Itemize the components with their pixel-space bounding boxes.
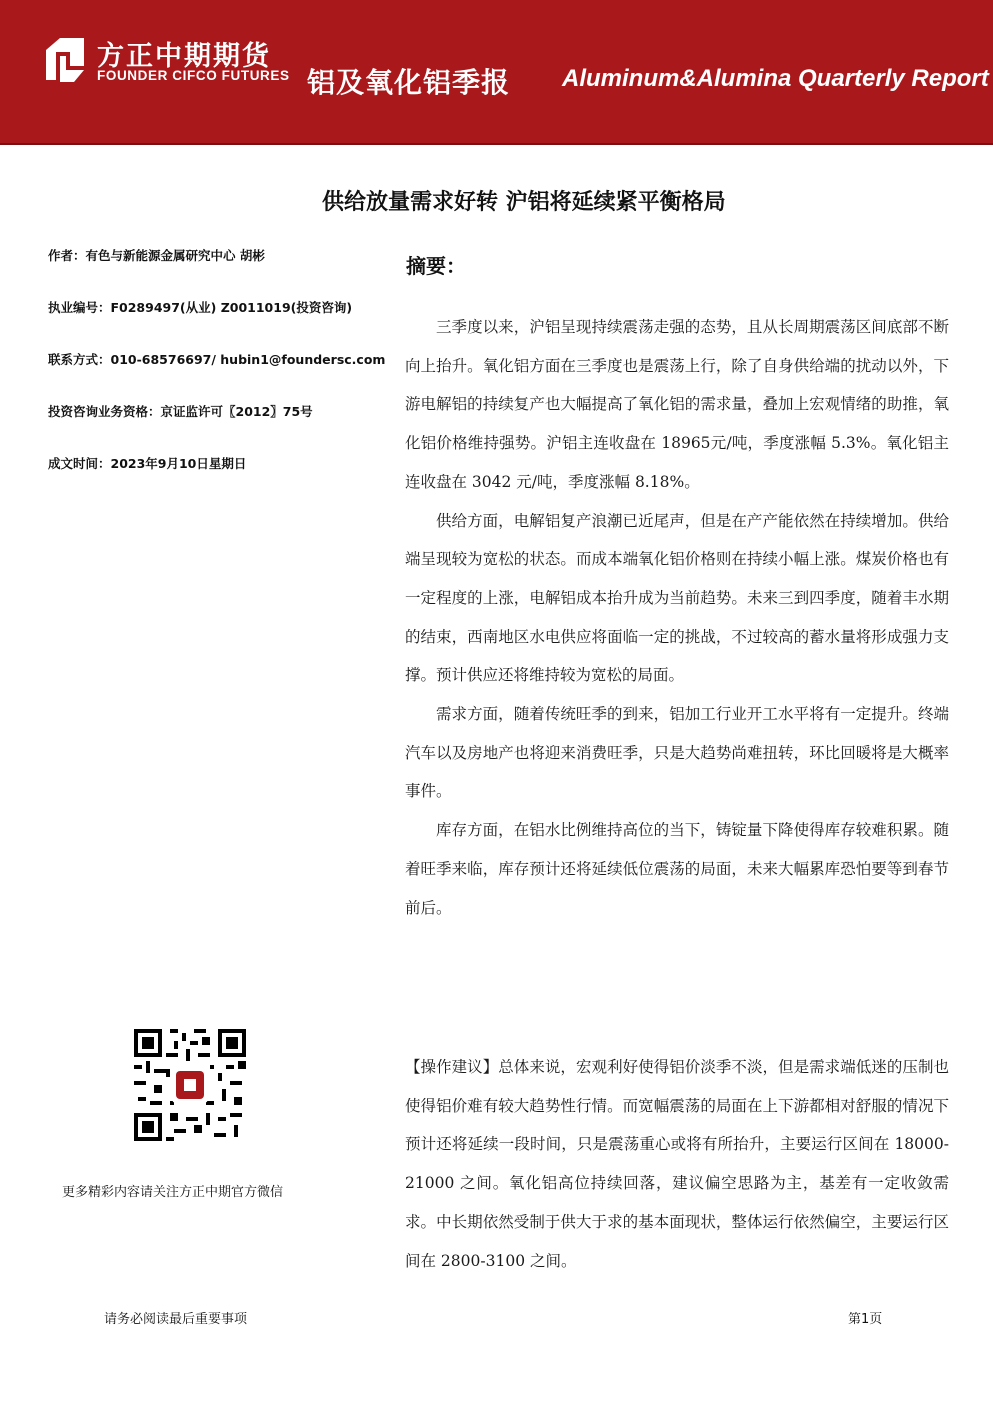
report-type-en: Aluminum&Alumina Quarterly Report: [562, 65, 989, 92]
advice-paragraph: 【操作建议】总体来说，宏观利好使得铝价淡季不淡，但是需求端低迷的压制也使得铝价难有较大趋势性行情。而宽幅震荡的局面在上下游都相对舒服的情况下预计还将延续一段时间，只是震荡重心或将有所抬升，主要运行区间在 18000-21000 之间。氧化铝高位持续回落，建议偏空思路为主，基差有一定收敛需求。中长期依然受制于供大于求的基本面现状，整体运行依然偏空，主要运行区间在 2800-3100 之间。: [405, 1058, 949, 1270]
summary-heading: 摘要：: [406, 254, 466, 278]
license-line: 执业编号：F0289497(从业) Z0011019(投资咨询): [48, 300, 353, 315]
author-line: 作者：有色与新能源金属研究中心 胡彬: [48, 248, 265, 263]
summary-paragraph: 三季度以来，沪铝呈现持续震荡走强的态势，且从长周期震荡区间底部不断向上抬升。氧化铝方面在三季度也是震荡上行，除了自身供给端的扰动以外，下游电解铝的持续复产也大幅提高了氧化铝的需求量，叠加上宏观情绪的助推，氧化铝价格维持强势。沪铝主连收盘在 18965元/吨，季度涨幅 5.3%。氧化铝主连收盘在 3042 元/吨，季度涨幅 8.18%。: [405, 318, 949, 491]
operation-advice: [405, 1048, 949, 1280]
wechat-qr-code-icon: [134, 1029, 246, 1141]
report-title: 供给放量需求好转 沪铝将延续紧平衡格局: [322, 189, 726, 215]
qualification-line: 投资咨询业务资格：京证监许可〖2012〗75号: [48, 404, 313, 419]
summary-body: [405, 308, 949, 927]
page-number: 第1页: [848, 1312, 883, 1327]
qr-caption: 更多精彩内容请关注方正中期官方微信: [62, 1185, 284, 1200]
footer-notice: 请务必阅读最后重要事项: [104, 1312, 248, 1327]
contact-line: 联系方式：010-68576697/ hubin1@foundersc.com: [48, 352, 386, 367]
summary-paragraph: 库存方面，在铝水比例维持高位的当下，铸锭量下降使得库存较难积累。随着旺季来临，库存预计还将延续低位震荡的局面，未来大幅累库恐怕要等到春节前后。: [405, 821, 949, 917]
summary-paragraph: 供给方面，电解铝复产浪潮已近尾声，但是在产产能依然在持续增加。供给端呈现较为宽松的状态。而成本端氧化铝价格则在持续小幅上涨。煤炭价格也有一定程度的上涨，电解铝成本抬升成为当前趋势。未来三到四季度，随着丰水期的结束，西南地区水电供应将面临一定的挑战，不过较高的蓄水量将形成强力支撑。预计供应还将维持较为宽松的局面。: [405, 511, 949, 685]
date-line: 成文时间：2023年9月10日星期日: [48, 456, 247, 471]
report-type-cn: 铝及氧化铝季报: [307, 66, 511, 99]
summary-paragraph: 需求方面，随着传统旺季的到来，铝加工行业开工水平将有一定提升。终端汽车以及房地产也将迎来消费旺季，只是大趋势尚难扭转，环比回暖将是大概率事件。: [405, 705, 949, 801]
founder-logo-icon: [40, 36, 88, 84]
company-name-en: FOUNDER CIFCO FUTURES: [97, 68, 290, 83]
company-name-cn: 方正中期期货: [97, 41, 271, 72]
report-header: [0, 0, 993, 143]
header-divider: [0, 143, 993, 145]
